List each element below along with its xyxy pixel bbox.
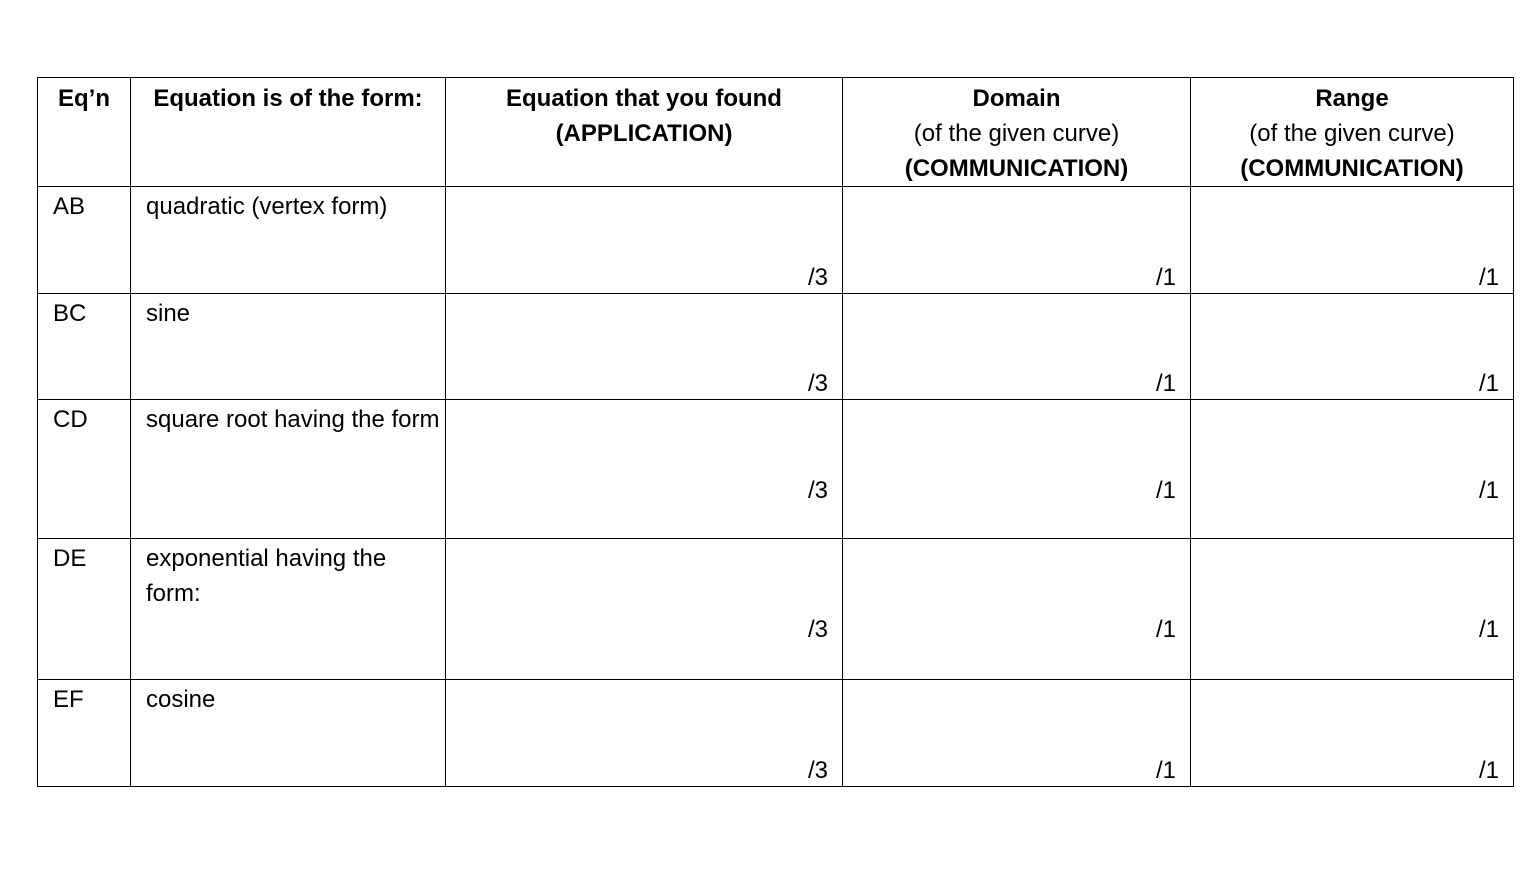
range-mark: /1 <box>1478 370 1499 397</box>
equation-mark: /3 <box>807 616 828 643</box>
domain-mark: /1 <box>1155 757 1176 784</box>
range-answer-cell[interactable] <box>1191 187 1514 294</box>
table-row <box>38 680 1514 787</box>
equation-answer-cell[interactable] <box>446 400 843 539</box>
row-form: exponential having the form: <box>131 539 446 680</box>
table-row <box>38 400 1514 539</box>
row-code: BC <box>38 294 131 400</box>
header-equation-found-category: (APPLICATION) <box>555 120 733 147</box>
table-row <box>38 187 1514 294</box>
worksheet-sheet <box>37 77 1513 785</box>
domain-answer-cell[interactable] <box>843 187 1191 294</box>
row-code: EF <box>38 680 131 787</box>
row-code: AB <box>38 187 131 294</box>
header-range-note: (of the given curve) <box>1249 120 1455 147</box>
row-form: cosine <box>131 680 446 787</box>
table-row <box>38 294 1514 400</box>
row-code: DE <box>38 539 131 680</box>
domain-mark: /1 <box>1155 370 1176 397</box>
domain-answer-cell[interactable] <box>843 539 1191 680</box>
header-form <box>131 78 446 187</box>
equation-answer-cell[interactable] <box>446 539 843 680</box>
header-range-category: (COMMUNICATION) <box>1240 155 1464 182</box>
equations-table <box>37 77 1514 787</box>
equation-answer-cell[interactable] <box>446 187 843 294</box>
header-eqn-label: Eq’n <box>58 85 110 112</box>
header-equation-found <box>446 78 843 187</box>
equation-answer-cell[interactable] <box>446 294 843 400</box>
header-domain-label: Domain <box>972 85 1061 112</box>
equation-mark: /3 <box>807 264 828 291</box>
header-domain-note: (of the given curve) <box>913 120 1120 147</box>
range-answer-cell[interactable] <box>1191 680 1514 787</box>
table-row <box>38 539 1514 680</box>
domain-answer-cell[interactable] <box>843 400 1191 539</box>
header-row <box>38 78 1514 187</box>
range-mark: /1 <box>1478 264 1499 291</box>
domain-answer-cell[interactable] <box>843 294 1191 400</box>
equation-mark: /3 <box>807 477 828 504</box>
header-domain <box>843 78 1191 187</box>
range-answer-cell[interactable] <box>1191 400 1514 539</box>
row-form: sine <box>131 294 446 400</box>
header-eqn <box>38 78 131 187</box>
header-equation-found-label: Equation that you found <box>506 85 782 112</box>
range-mark: /1 <box>1478 616 1499 643</box>
domain-answer-cell[interactable] <box>843 680 1191 787</box>
equation-answer-cell[interactable] <box>446 680 843 787</box>
row-form: square root having the form <box>131 400 446 539</box>
header-form-label: Equation is of the form: <box>153 85 423 112</box>
row-code: CD <box>38 400 131 539</box>
header-domain-category: (COMMUNICATION) <box>904 155 1129 182</box>
equation-mark: /3 <box>807 757 828 784</box>
domain-mark: /1 <box>1155 477 1176 504</box>
range-answer-cell[interactable] <box>1191 539 1514 680</box>
domain-mark: /1 <box>1155 264 1176 291</box>
row-form: quadratic (vertex form) <box>131 187 446 294</box>
range-answer-cell[interactable] <box>1191 294 1514 400</box>
equation-mark: /3 <box>807 370 828 397</box>
header-range-label: Range <box>1315 85 1389 112</box>
range-mark: /1 <box>1478 477 1499 504</box>
domain-mark: /1 <box>1155 616 1176 643</box>
header-range <box>1191 78 1514 187</box>
range-mark: /1 <box>1478 757 1499 784</box>
